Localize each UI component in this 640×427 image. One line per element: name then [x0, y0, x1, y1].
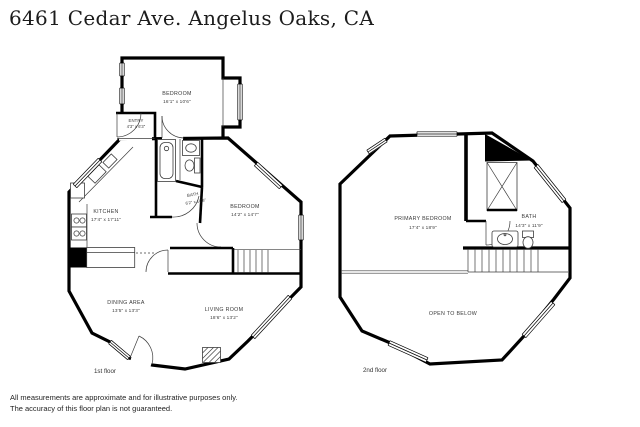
window — [534, 164, 566, 202]
window — [367, 138, 387, 154]
room-label-dining: DINING AREA — [107, 300, 145, 306]
window — [522, 301, 555, 337]
sink-fixture — [183, 141, 200, 156]
solid-wall-fill — [485, 134, 532, 162]
room-label-bedroom-right: BEDROOM — [230, 204, 260, 210]
bathtub-fixture — [158, 140, 176, 182]
window — [417, 132, 457, 136]
stove-fixture — [72, 214, 87, 240]
toilet-fixture — [523, 231, 534, 248]
room-dims-entry: 4'3" x 6'3" — [126, 124, 146, 129]
room-label-bath2: BATH — [521, 214, 537, 220]
window — [251, 295, 292, 338]
loft-railing — [341, 271, 468, 273]
room-dims-bath1: 6'2" x 10'8" — [185, 197, 207, 206]
room-label-kitchen: KITCHEN — [93, 209, 119, 215]
disclaimer-line2: The accuracy of this floor plan is not guaranteed. — [10, 403, 173, 413]
floor2-plan — [340, 132, 570, 374]
room-dims-living: 18'6" x 13'2" — [210, 315, 238, 320]
room-dims-primary-bedroom: 17'4" x 18'9" — [409, 225, 437, 230]
window — [299, 215, 303, 240]
room-label-primary-bedroom: PRIMARY BEDROOM — [394, 216, 452, 222]
bedroom-door-arc — [162, 116, 184, 139]
disclaimer-line1: All measurements are approximate and for illustrative purposes only. — [10, 393, 238, 402]
bath-diagonal-wall — [176, 181, 202, 187]
window — [109, 340, 131, 359]
window — [120, 88, 124, 104]
floor1-plan — [69, 58, 303, 375]
stairs — [233, 248, 301, 273]
window — [120, 63, 124, 76]
floor1-caption: 1st floor — [93, 368, 117, 375]
bedroom2-door-arc — [197, 223, 221, 247]
shower-fixture — [487, 163, 517, 211]
page-title: 6461 Cedar Ave. Angelus Oaks, CA — [9, 6, 375, 30]
room-label-bedroom-upper: BEDROOM — [162, 91, 192, 97]
fireplace-fixture — [203, 348, 221, 363]
floor2-caption: 2nd floor — [362, 367, 388, 374]
room-label-living: LIVING ROOM — [204, 307, 244, 313]
room-dims-bedroom-right: 14'2" x 14'7" — [231, 212, 259, 217]
room-label-open-to-below: OPEN TO BELOW — [428, 311, 478, 317]
room-dims-bath2: 14'3" x 11'9" — [515, 223, 543, 228]
room-dims-dining: 13'5" x 13'3" — [112, 308, 140, 313]
toilet-fixture — [185, 158, 200, 173]
stairs — [468, 250, 568, 272]
kitchen-island — [69, 248, 154, 268]
dining-door-arc — [130, 336, 153, 365]
window — [254, 162, 282, 189]
room-dims-kitchen: 17'4" x 17'11" — [90, 217, 122, 222]
window — [388, 341, 428, 363]
room-label-entry: ENTRY — [128, 118, 144, 123]
sink-fixture — [492, 231, 518, 247]
room-label-bath1: BATH — [186, 191, 199, 198]
window — [238, 84, 242, 120]
disclaimer — [10, 393, 237, 414]
room-dims-bedroom-upper: 16'1" x 10'6" — [163, 99, 191, 104]
hall-wall — [200, 187, 202, 223]
